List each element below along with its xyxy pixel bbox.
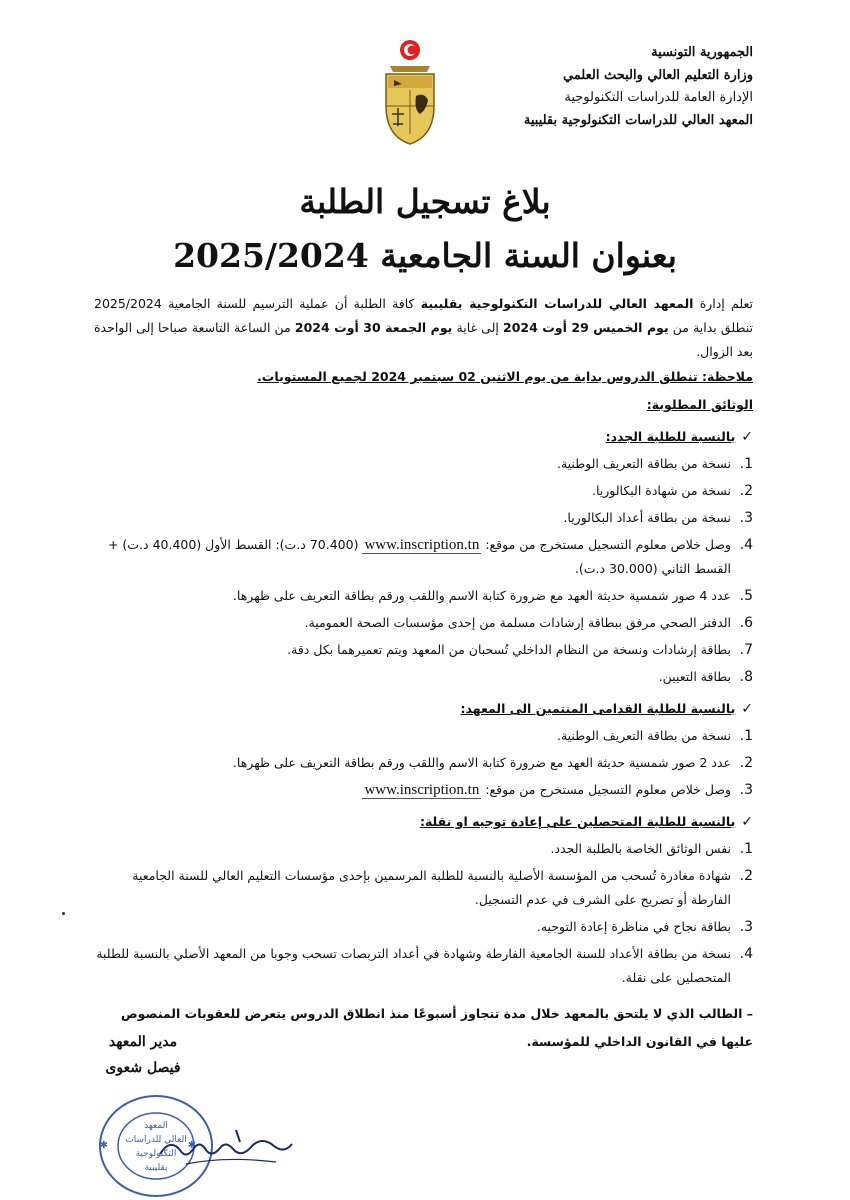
list-item: 4. وصل خلاص معلوم التسجيل مستخرج من موقع: www.inscription.tn (70.400 د.ت): القسط الأول (40.400 د.ت) + القسط الثاني (30.000 د.ت).	[107, 537, 753, 576]
signatory-name: فيصل شعوى	[105, 1060, 181, 1076]
end-date: يوم الجمعة 30 أوت 2024	[294, 320, 453, 335]
section-returning-students	[94, 697, 753, 721]
required-docs-heading: الوثائق المطلوبة:	[646, 397, 753, 412]
list-item: 1. نسخة من بطاقة التعريف الوطنية.	[556, 728, 753, 744]
list-item: 4. نسخة من بطاقة الأعداد للسنة الجامعية الفارطة وشهادة في أعداد التربصات تسحب وجوبا من المعهد الأصلي بالنسبة للطلبة المتحصلين على نقلة.	[96, 946, 753, 985]
signature-block	[78, 1034, 208, 1086]
reoriented-students-list	[94, 837, 753, 990]
list-item: 3. بطاقة نجاح في مناظرة إعادة التوجيه.	[536, 919, 753, 935]
institute-name: المعهد العالي للدراسات التكنولوجية بقليبية	[523, 112, 753, 128]
note-line: ملاحظة: تنطلق الدروس بداية من يوم الاثنين 02 سبتمبر 2024 لجميع المستويات.	[257, 369, 753, 384]
letterhead	[423, 42, 753, 132]
section-label: بالنسبة للطلبة المتحصلين على إعادة توجيه او نقلة:	[419, 814, 736, 829]
notice-body	[94, 292, 753, 1056]
intro-text: إلى غاية	[456, 320, 499, 335]
ministry-name: وزارة التعليم العالي والبحث العلمي	[562, 67, 753, 83]
directorate-name: الإدارة العامة للدراسات التكنولوجية	[564, 90, 753, 105]
list-item: 6. الدفتر الصحي مرفق ببطاقة إرشادات مسلمة من إحدى مؤسسات الصحة العمومية.	[304, 615, 753, 631]
list-item: 3. نسخة من بطاقة أعداد البكالوريا.	[563, 510, 753, 526]
notice-title: بلاغ تسجيل الطلبة	[299, 182, 551, 221]
stamp-text: بقليبية	[144, 1163, 168, 1173]
list-item: 2. شهادة مغادرة تُسحب من المؤسسة الأصلية بالنسبة للطلبة المرسمين بإحدى مؤسسات التعليم العالي للسنة الجامعية الفارطة أو تصريح على الشرف في عدم التسجيل.	[132, 868, 753, 907]
section-label: بالنسبة للطلبة الجدد:	[605, 429, 736, 444]
returning-students-list	[94, 724, 753, 802]
inscription-link[interactable]: www.inscription.tn	[364, 782, 480, 798]
section-reoriented-students	[94, 810, 753, 834]
list-item: 1. نفس الوثائق الخاصة بالطلبة الجدد.	[550, 841, 753, 857]
scan-speck	[62, 912, 65, 915]
list-item: 7. بطاقة إرشادات ونسخة من النظام الداخلي تُسحبان من المعهد ويتم تعميرهما بكل دقة.	[287, 642, 753, 658]
signatory-role: مدير المعهد	[108, 1034, 178, 1050]
intro-text: تعلم إدارة	[699, 296, 753, 311]
intro-text: كافة الطلبة أن عملية الترسيم للسنة الجامعية 2025/2024 تنطلق بداية من	[94, 296, 753, 335]
list-item: 3. وصل خلاص معلوم التسجيل مستخرج من موقع: www.inscription.tn	[364, 782, 753, 798]
stamp-text: العالي للدراسات	[125, 1135, 187, 1145]
check-icon: ✓	[741, 701, 753, 717]
intro-paragraph	[94, 292, 753, 364]
republic-name: الجمهورية التونسية	[651, 45, 753, 60]
check-icon: ✓	[741, 814, 753, 830]
list-item: 2. عدد 2 صور شمسية حديثة العهد مع ضرورة كتابة الاسم واللقب ورقم بطاقة التعريف على ظهرها.	[232, 755, 753, 771]
intro-institute: المعهد العالي للدراسات التكنولوجية بقليبية	[420, 296, 694, 311]
section-new-students	[94, 425, 753, 449]
intro-text: من الساعة التاسعة صباحا إلى الواحدة بعد الزوال.	[94, 320, 753, 359]
new-students-list	[94, 452, 753, 689]
list-item: 8. بطاقة التعيين.	[658, 669, 753, 685]
svg-text:✱: ✱	[187, 1140, 196, 1151]
inscription-link[interactable]: www.inscription.tn	[364, 537, 480, 553]
check-icon: ✓	[741, 429, 753, 445]
section-label: بالنسبة للطلبة القدامى المنتمين الى المعهد:	[460, 701, 736, 716]
handwritten-signature-icon	[156, 1120, 296, 1170]
start-date: يوم الخميس 29 أوت 2024	[503, 320, 669, 335]
stamp-text: التكنولوجية	[135, 1149, 177, 1159]
list-item: 2. نسخة من شهادة البكالوريا.	[591, 483, 753, 499]
notice-subtitle: بعنوان السنة الجامعية 2025/2024	[173, 236, 677, 275]
stamp-text: المعهد	[144, 1121, 168, 1131]
list-item: 1. نسخة من بطاقة التعريف الوطنية.	[556, 456, 753, 472]
svg-text:✱: ✱	[99, 1140, 108, 1151]
warning-paragraph: – الطالب الذي لا يلتحق بالمعهد خلال مدة تتجاوز أسبوعًا منذ انطلاق الدروس يتعرض للعقوبات المنصوص عليها في القانون الداخلي للمؤسسة.	[120, 1006, 753, 1049]
list-item: 5. عدد 4 صور شمسية حديثة العهد مع ضرورة كتابة الاسم واللقب ورقم بطاقة التعريف على ظهرها.	[232, 588, 753, 604]
